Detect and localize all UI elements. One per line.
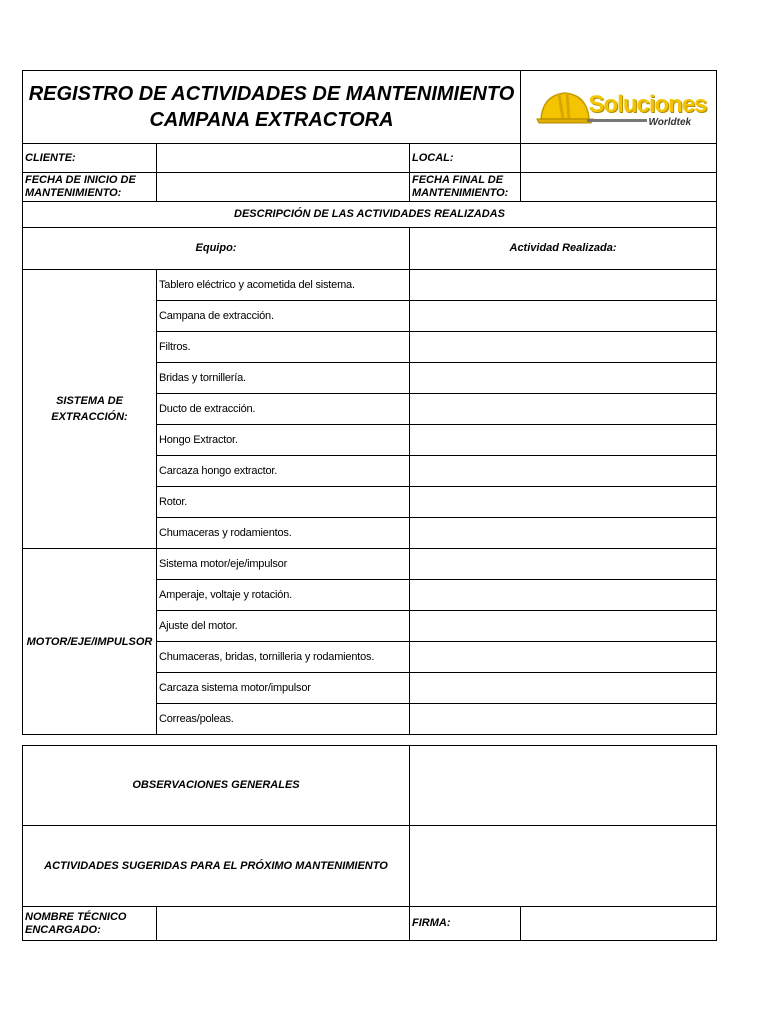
activity-field[interactable] — [410, 580, 717, 611]
observaciones-label: OBSERVACIONES GENERALES — [23, 746, 410, 826]
activity-field[interactable] — [410, 549, 717, 580]
sugeridas-label: ACTIVIDADES SUGERIDAS PARA EL PRÓXIMO MANTENIMIENTO — [23, 826, 410, 907]
equipment-item: Ducto de extracción. — [157, 394, 410, 425]
logo-cell — [521, 71, 717, 144]
equipment-item: Campana de extracción. — [157, 301, 410, 332]
equipment-item: Ajuste del motor. — [157, 611, 410, 642]
activity-field[interactable] — [410, 456, 717, 487]
firma-label: FIRMA: — [410, 907, 521, 941]
local-field[interactable] — [521, 144, 717, 173]
logo-underline — [587, 119, 647, 122]
activity-field[interactable] — [410, 704, 717, 735]
title-line-1: REGISTRO DE ACTIVIDADES DE MANTENIMIENTO — [28, 83, 515, 105]
company-logo — [531, 77, 707, 137]
logo-subtext: Worldtek — [648, 117, 692, 128]
section-title: DESCRIPCIÓN DE LAS ACTIVIDADES REALIZADAS — [23, 202, 717, 228]
activity-field[interactable] — [410, 425, 717, 456]
group-sistema-extraccion — [23, 270, 157, 549]
fecha-final-field[interactable] — [521, 173, 717, 202]
cliente-field[interactable] — [157, 144, 410, 173]
table-row — [23, 270, 717, 301]
group-name-line1: SISTEMA DE — [56, 395, 123, 407]
logo-text: Soluciones — [588, 91, 707, 118]
equipment-item: Correas/poleas. — [157, 704, 410, 735]
equipment-item: Hongo Extractor. — [157, 425, 410, 456]
firma-field[interactable] — [521, 907, 717, 941]
equipment-item: Bridas y tornillería. — [157, 363, 410, 394]
equipment-item: Sistema motor/eje/impulsor — [157, 549, 410, 580]
group-name-line1: MOTOR/EJE/IMPULSOR — [26, 635, 153, 648]
equipment-item: Filtros. — [157, 332, 410, 363]
activity-field[interactable] — [410, 518, 717, 549]
equipment-item: Rotor. — [157, 487, 410, 518]
tecnico-field[interactable] — [157, 907, 410, 941]
fecha-final-label: FECHA FINAL DE MANTENIMIENTO: — [410, 173, 521, 202]
observaciones-field[interactable] — [410, 746, 717, 826]
observations-form — [22, 745, 717, 941]
activity-field[interactable] — [410, 673, 717, 704]
hard-hat-icon — [535, 89, 595, 125]
fecha-inicio-field[interactable] — [157, 173, 410, 202]
activity-field[interactable] — [410, 611, 717, 642]
form-title — [23, 71, 521, 144]
table-row — [23, 549, 717, 580]
equipment-item: Carcaza hongo extractor. — [157, 456, 410, 487]
activity-field[interactable] — [410, 332, 717, 363]
sugeridas-field[interactable] — [410, 826, 717, 907]
activity-field[interactable] — [410, 642, 717, 673]
col-equipo-header: Equipo: — [23, 228, 410, 270]
activity-field[interactable] — [410, 301, 717, 332]
activity-field[interactable] — [410, 487, 717, 518]
equipment-item: Amperaje, voltaje y rotación. — [157, 580, 410, 611]
cliente-label: CLIENTE: — [23, 144, 157, 173]
group-name-line2: EXTRACCIÓN: — [51, 411, 128, 423]
title-line-2: CAMPANA EXTRACTORA — [149, 109, 394, 131]
maintenance-form — [22, 70, 717, 735]
group-motor-eje-impulsor — [23, 549, 157, 735]
activity-field[interactable] — [410, 394, 717, 425]
col-actividad-header: Actividad Realizada: — [410, 228, 717, 270]
local-label: LOCAL: — [410, 144, 521, 173]
tecnico-label: NOMBRE TÉCNICO ENCARGADO: — [23, 907, 157, 941]
activity-field[interactable] — [410, 270, 717, 301]
equipment-item: Carcaza sistema motor/impulsor — [157, 673, 410, 704]
activity-field[interactable] — [410, 363, 717, 394]
fecha-inicio-label: FECHA DE INICIO DE MANTENIMIENTO: — [23, 173, 157, 202]
equipment-item: Tablero eléctrico y acometida del sistema. — [157, 270, 410, 301]
equipment-item: Chumaceras, bridas, tornilleria y rodamientos. — [157, 642, 410, 673]
equipment-item: Chumaceras y rodamientos. — [157, 518, 410, 549]
